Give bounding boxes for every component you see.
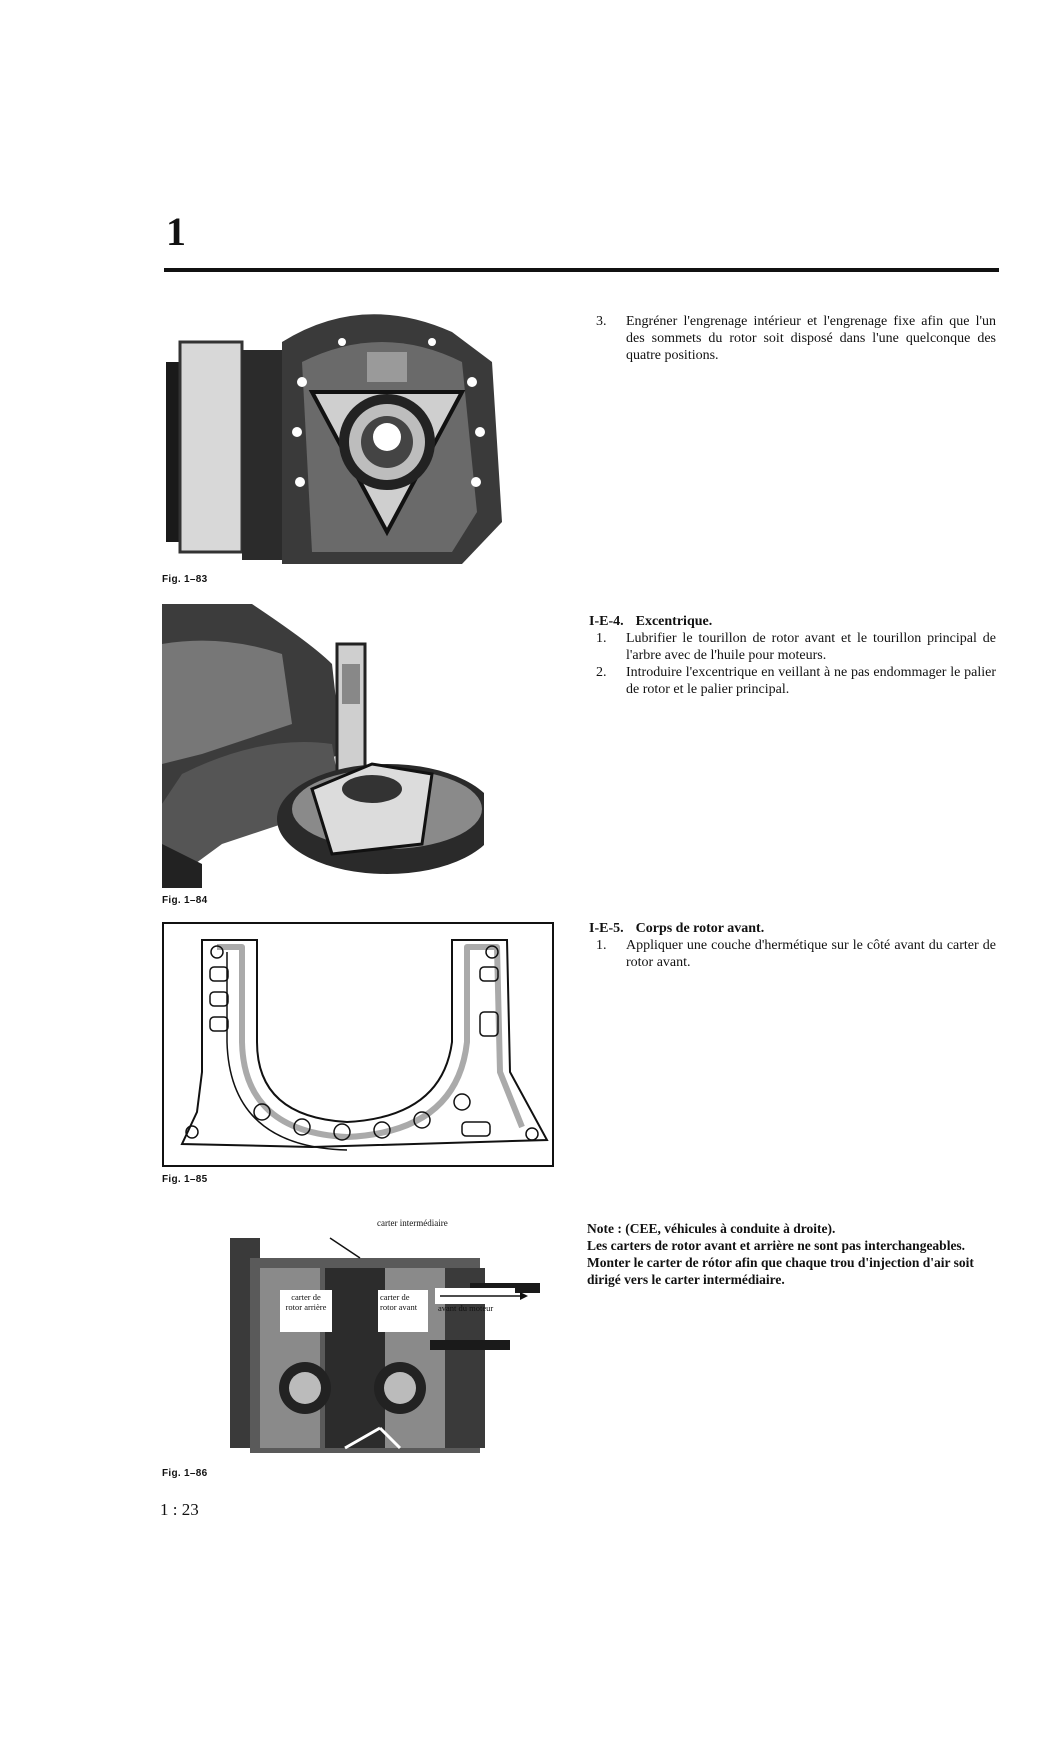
figure-caption: Fig. 1–84 [162,895,208,906]
step-3 [596,313,996,364]
item-text: Lubrifier le tourillon de rotor avant et le tourillon principal de l'arbre avec de l'huile pour moteurs. [626,631,996,663]
figure-caption: Fig. 1–85 [162,1174,208,1185]
note-line: Monter le carter de rótor afin que chaque trou d'injection d'air soit dirigé vers le carter intermédiaire. [587,1255,974,1287]
photo-engine-housings [230,1208,540,1458]
label-avant-moteur: avant du moteur [438,1303,494,1313]
section-code: I-E-5. [589,921,624,936]
item-number: 1. [596,938,607,953]
item-number: 2. [596,665,607,680]
figure-caption: Fig. 1–86 [162,1468,208,1479]
photo-rotor-housing [162,302,522,568]
item-text: Engréner l'engrenage intérieur et l'engrenage fixe afin que l'un des sommets du rotor soit disposé dans l'une quelconque des quatre positions. [626,314,996,363]
item-text: Appliquer une couche d'hermétique sur le côté avant du carter de rotor avant. [626,938,996,970]
label-carter-rotor-avant: carter de rotor avant [380,1292,418,1312]
note-block [587,1220,997,1288]
section-heading [589,613,996,630]
label-carter-intermediaire: carter intermédiaire [377,1218,448,1228]
page-number: 1 : 23 [160,1500,199,1519]
note-line: Les carters de rotor avant et arrière ne sont pas interchangeables. [587,1238,966,1253]
diagram-sealant-application [162,922,554,1167]
item-number: 1. [596,631,607,646]
note-title: Note : (CEE, véhicules à conduite à droite). [587,1221,836,1236]
section-title: Corps de rotor avant. [635,921,765,936]
photo-eccentric-shaft [162,604,484,888]
section-heading [589,920,996,937]
section-ie4 [589,613,996,698]
chapter-number: 1 [166,209,186,254]
chapter-rule [164,268,999,272]
section-ie5 [589,920,996,971]
item-number: 3. [596,314,607,329]
section-code: I-E-4. [589,614,624,629]
item-text: Introduire l'excentrique en veillant à ne pas endommager le palier de rotor et le palier principal. [626,665,996,697]
section-title: Excentrique. [635,614,713,629]
figure-caption: Fig. 1–83 [162,574,208,585]
label-carter-rotor-arriere: carter de rotor arrière [285,1292,327,1312]
